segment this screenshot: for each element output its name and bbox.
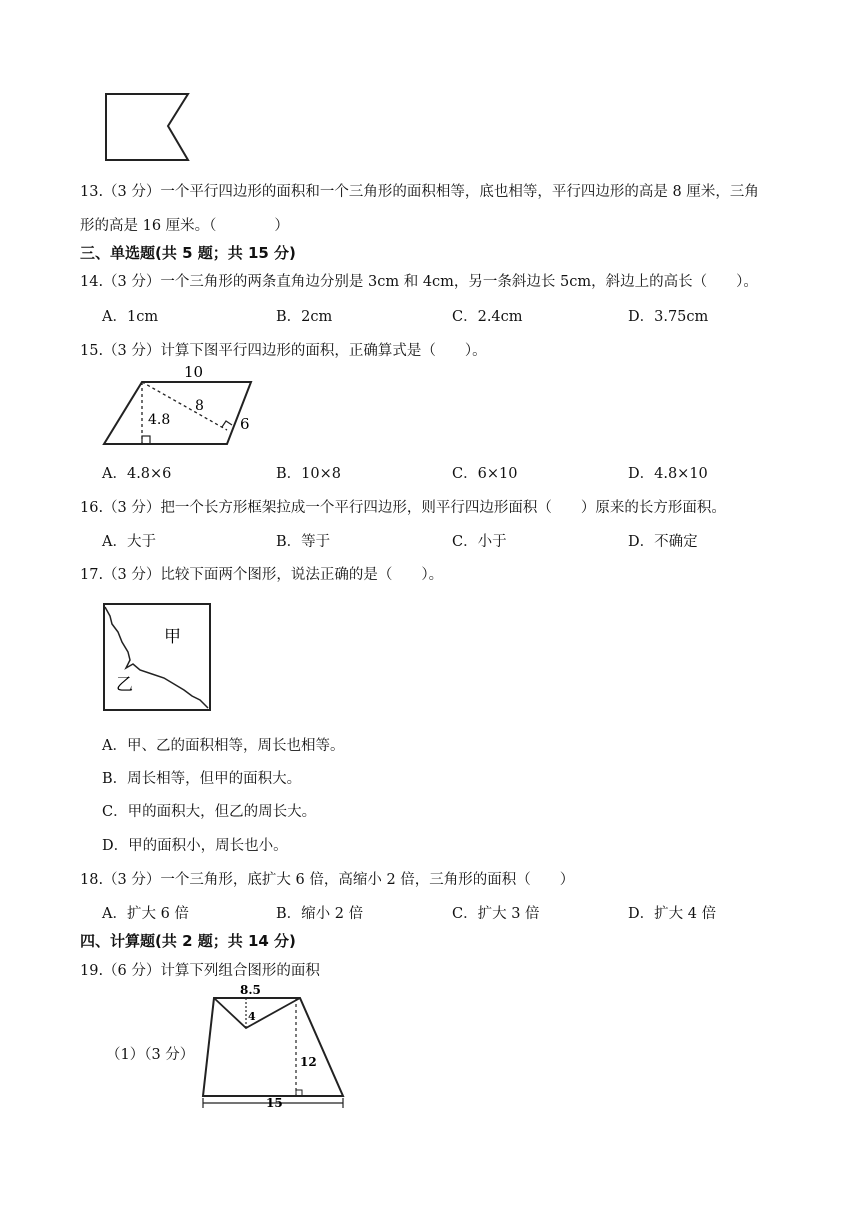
q17-option-a[interactable]: A．甲、乙的面积相等，周长也相等。	[102, 738, 345, 754]
q15-option-c[interactable]: C．6×10	[452, 466, 518, 482]
q16-stem: 16.（3 分）把一个长方形框架拉成一个平行四边形，则平行四边形面积（ ）原来的长方形面积。	[80, 500, 726, 516]
q19-stem: 19.（6 分）计算下列组合图形的面积	[80, 963, 320, 979]
q14-option-c[interactable]: C．2.4cm	[452, 309, 523, 325]
q19-subquestion-1: （1）（3 分）	[106, 1047, 195, 1063]
parallelogram-figure	[98, 360, 268, 452]
q13-line2: 形的高是 16 厘米。（ ）	[80, 218, 289, 234]
q14-stem: 14.（3 分）一个三角形的两条直角边分别是 3cm 和 4cm，另一条斜边长 5cm，斜边上的高长（ ）。	[80, 274, 758, 290]
q18-option-c[interactable]: C．扩大 3 倍	[452, 906, 540, 922]
q17-option-d[interactable]: D．甲的面积小，周长也小。	[102, 838, 288, 854]
split-square-figure	[102, 602, 214, 712]
q16-option-d[interactable]: D．不确定	[628, 534, 698, 550]
q15-option-d[interactable]: D．4.8×10	[628, 466, 708, 482]
q18-option-b[interactable]: B．缩小 2 倍	[276, 906, 364, 922]
parallelogram-side-label: 6	[240, 415, 250, 433]
q17-option-b[interactable]: B．周长相等，但甲的面积大。	[102, 771, 302, 787]
flag-shape-figure	[100, 88, 200, 168]
q17-stem: 17.（3 分）比较下面两个图形，说法正确的是（ ）。	[80, 567, 444, 583]
q15-option-b[interactable]: B．10×8	[276, 466, 341, 482]
q14-option-a[interactable]: A．1cm	[102, 309, 159, 325]
composite-notch-label: 4	[248, 1010, 256, 1023]
region-yi-label: 乙	[116, 675, 133, 695]
q16-option-c[interactable]: C．小于	[452, 534, 507, 550]
composite-height-label: 12	[300, 1055, 317, 1069]
q16-option-a[interactable]: A．大于	[102, 534, 156, 550]
section-3-heading: 三、单选题(共 5 题；共 15 分)	[80, 244, 296, 262]
q15-stem: 15.（3 分）计算下图平行四边形的面积，正确算式是（ ）。	[80, 343, 487, 359]
q14-option-d[interactable]: D．3.75cm	[628, 309, 709, 325]
q13-line1: 13.（3 分）一个平行四边形的面积和一个三角形的面积相等，底也相等，平行四边形的高是 8 厘米，三角	[80, 184, 759, 200]
composite-base-label: 15	[266, 1096, 283, 1110]
parallelogram-top-label: 10	[184, 363, 204, 381]
q18-option-a[interactable]: A．扩大 6 倍	[102, 906, 189, 922]
parallelogram-height-label: 4.8	[148, 412, 171, 428]
region-jia-label: 甲	[164, 627, 181, 647]
section-4-heading: 四、计算题(共 2 题；共 14 分)	[80, 932, 296, 950]
q15-option-a[interactable]: A．4.8×6	[102, 466, 172, 482]
parallelogram-diagonal-label: 8	[195, 398, 204, 414]
q18-option-d[interactable]: D．扩大 4 倍	[628, 906, 717, 922]
q16-option-b[interactable]: B．等于	[276, 534, 331, 550]
composite-top-label: 8.5	[240, 983, 261, 997]
q18-stem: 18.（3 分）一个三角形，底扩大 6 倍，高缩小 2 倍，三角形的面积（ ）	[80, 872, 575, 888]
composite-shape-figure	[196, 980, 356, 1110]
q14-option-b[interactable]: B．2cm	[276, 309, 333, 325]
q17-option-c[interactable]: C．甲的面积大，但乙的周长大。	[102, 804, 317, 820]
